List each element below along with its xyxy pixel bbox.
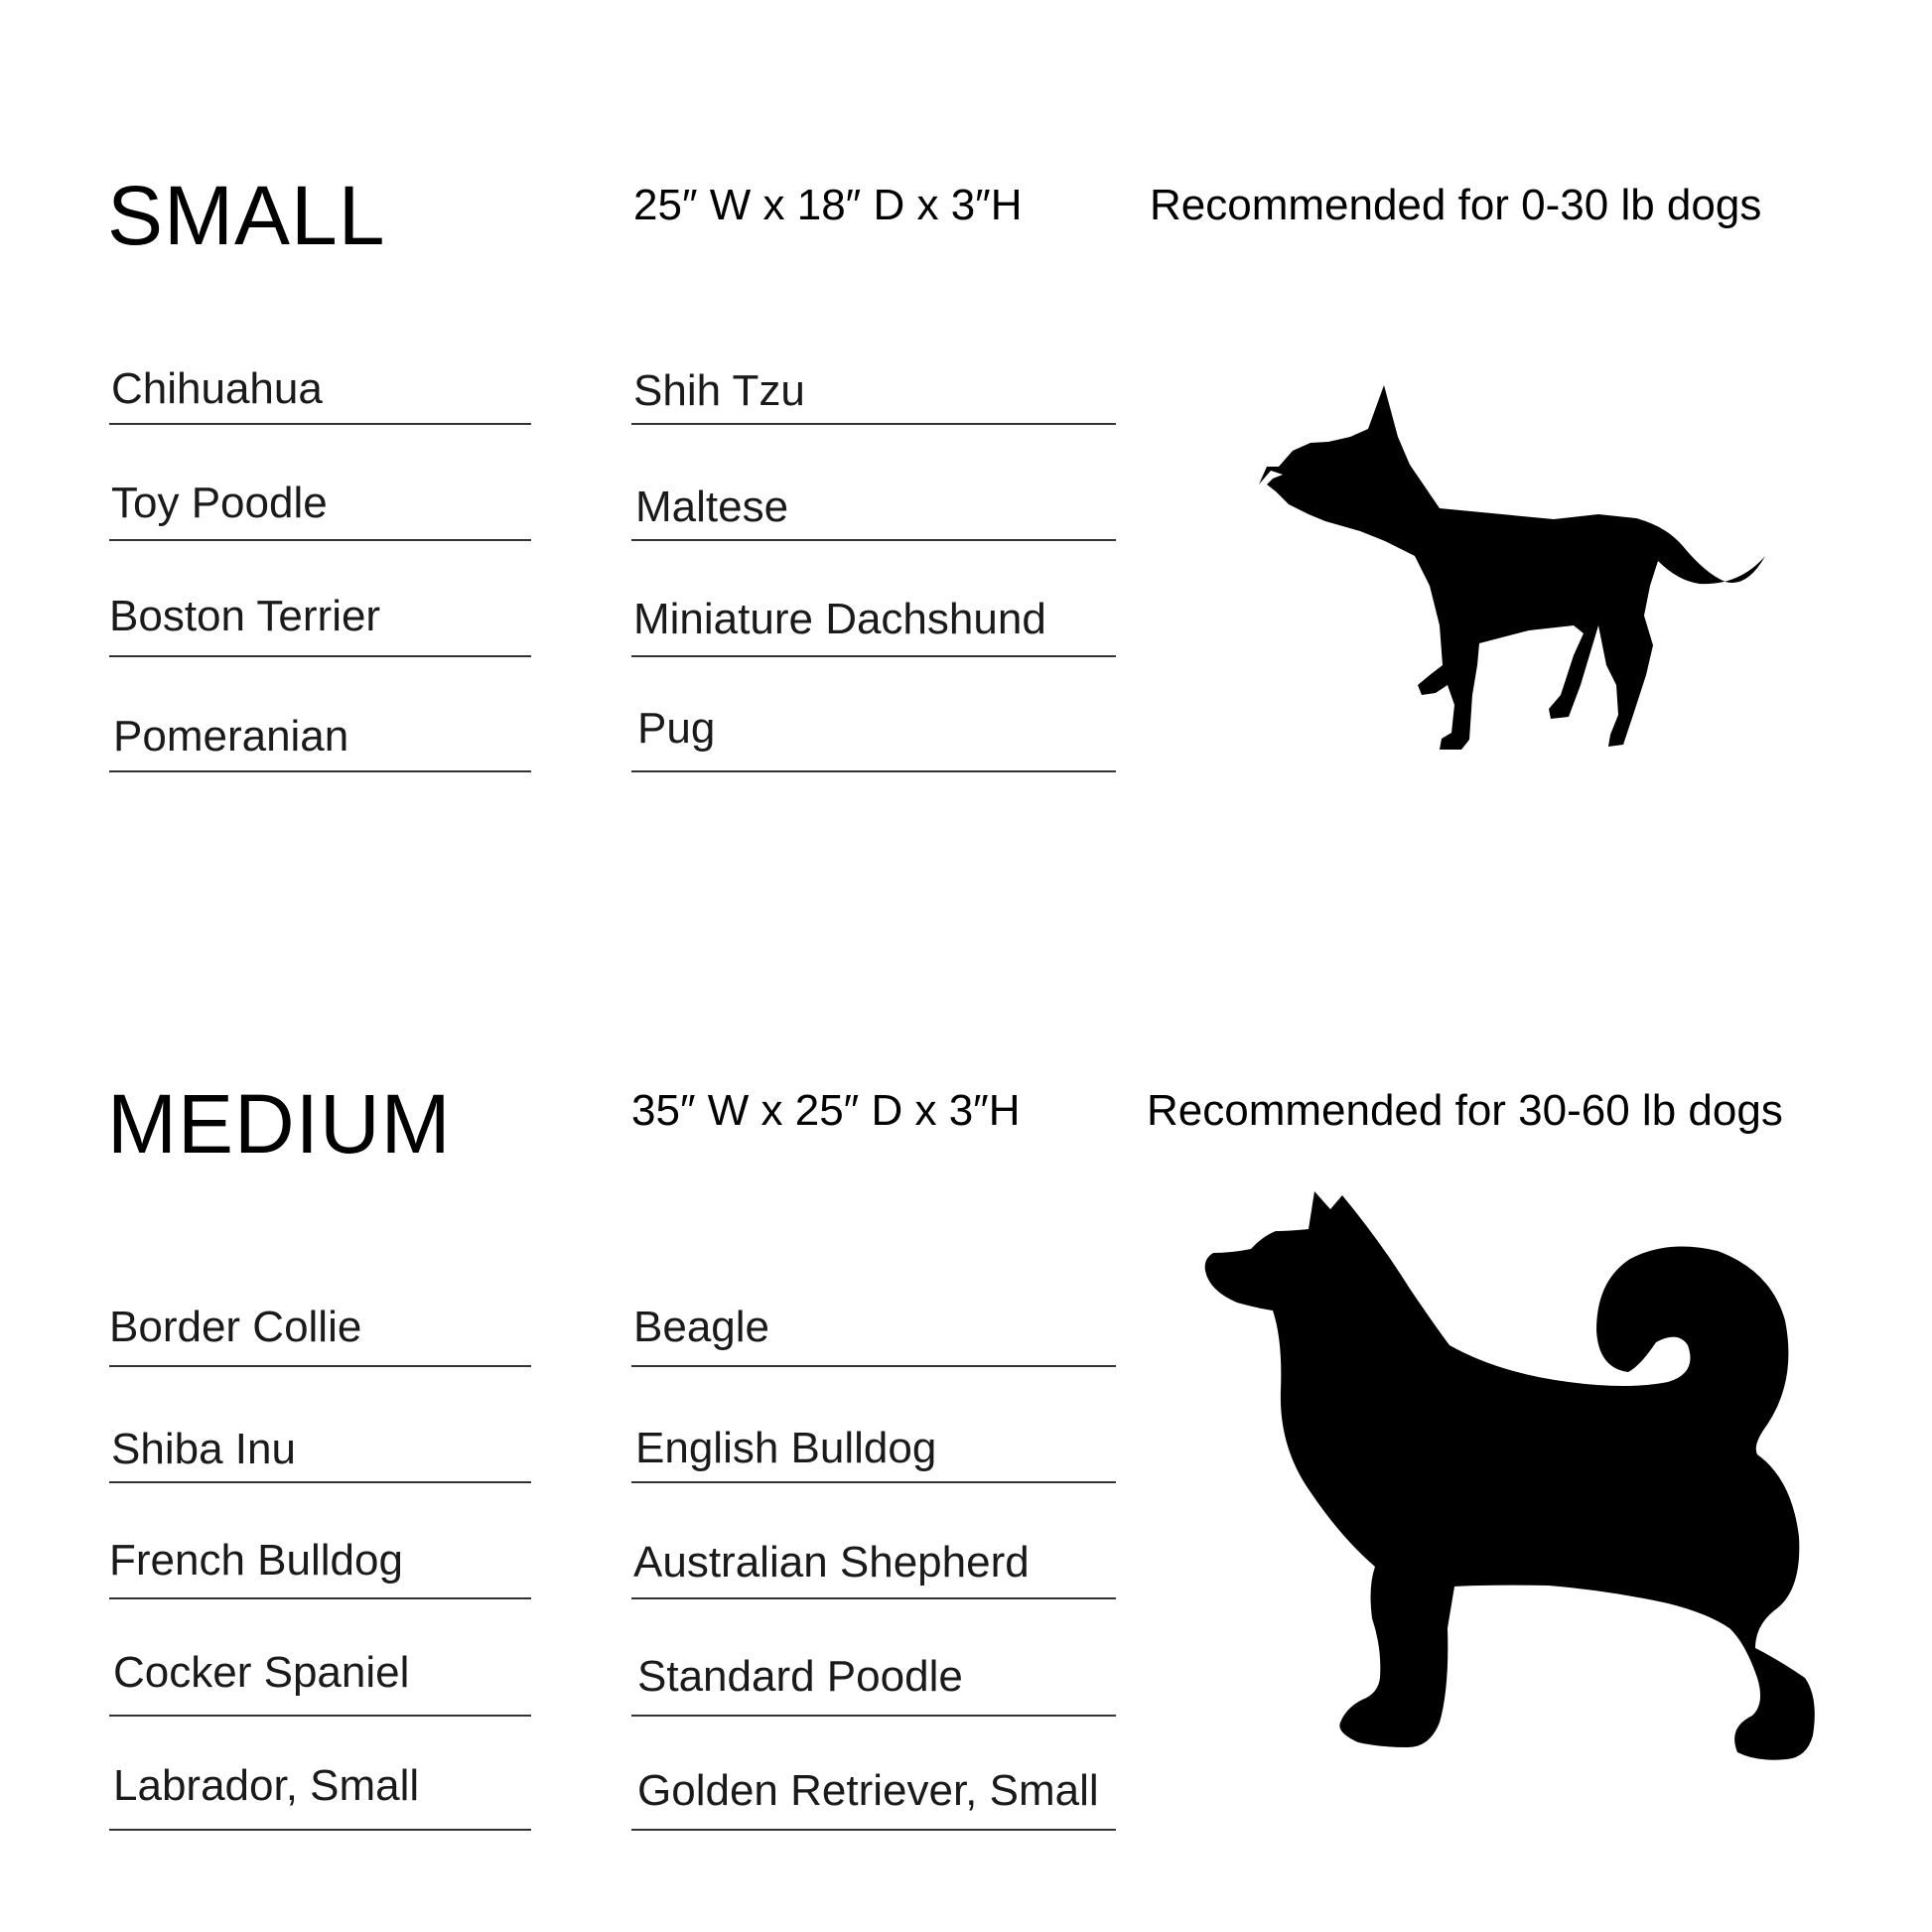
medium-breed-left-1: Border Collie — [109, 1303, 362, 1351]
medium-rule-left-4 — [109, 1715, 531, 1717]
small-breed-left-3: Boston Terrier — [109, 592, 381, 640]
small-breed-right-3: Miniature Dachshund — [633, 595, 1046, 643]
medium-breed-right-1: Beagle — [633, 1303, 770, 1351]
small-recommendation: Recommended for 0-30 lb dogs — [1150, 181, 1762, 229]
medium-rule-right-2 — [631, 1481, 1116, 1483]
medium-rule-right-5 — [631, 1829, 1116, 1831]
small-rule-left-2 — [109, 539, 531, 541]
small-dog-silhouette-icon — [1241, 377, 1777, 755]
small-breed-left-1: Chihuahua — [111, 364, 323, 413]
medium-breed-right-5: Golden Retriever, Small — [637, 1766, 1099, 1815]
medium-breed-right-4: Standard Poodle — [637, 1652, 963, 1701]
small-dimensions: 25″ W x 18″ D x 3″H — [633, 181, 1023, 229]
medium-dimensions: 35″ W x 25″ D x 3″H — [631, 1086, 1021, 1135]
medium-recommendation: Recommended for 30-60 lb dogs — [1147, 1086, 1783, 1135]
small-breed-left-2: Toy Poodle — [111, 479, 328, 527]
small-breed-left-4: Pomeranian — [113, 712, 349, 760]
small-rule-right-3 — [631, 655, 1116, 657]
small-rule-right-1 — [631, 423, 1116, 425]
small-title: SMALL — [107, 169, 386, 262]
small-rule-left-4 — [109, 770, 531, 772]
medium-rule-left-5 — [109, 1829, 531, 1831]
small-rule-left-1 — [109, 423, 531, 425]
medium-breed-left-5: Labrador, Small — [113, 1761, 420, 1810]
medium-breed-left-2: Shiba Inu — [111, 1425, 296, 1473]
medium-dog-silhouette-icon — [1191, 1172, 1827, 1767]
medium-breed-right-3: Australian Shepherd — [633, 1538, 1030, 1587]
small-rule-right-2 — [631, 539, 1116, 541]
medium-rule-left-1 — [109, 1365, 531, 1367]
small-rule-right-4 — [631, 770, 1116, 772]
medium-rule-left-3 — [109, 1597, 531, 1599]
medium-title: MEDIUM — [107, 1077, 452, 1171]
medium-rule-right-3 — [631, 1597, 1116, 1599]
small-rule-left-3 — [109, 655, 531, 657]
medium-rule-right-1 — [631, 1365, 1116, 1367]
medium-breed-left-3: French Bulldog — [109, 1536, 403, 1585]
medium-breed-left-4: Cocker Spaniel — [113, 1648, 410, 1697]
small-breed-right-4: Pug — [637, 704, 716, 753]
medium-breed-right-2: English Bulldog — [635, 1424, 937, 1472]
medium-rule-right-4 — [631, 1715, 1116, 1717]
small-breed-right-2: Maltese — [635, 483, 789, 531]
small-breed-right-1: Shih Tzu — [633, 366, 805, 415]
medium-rule-left-2 — [109, 1481, 531, 1483]
